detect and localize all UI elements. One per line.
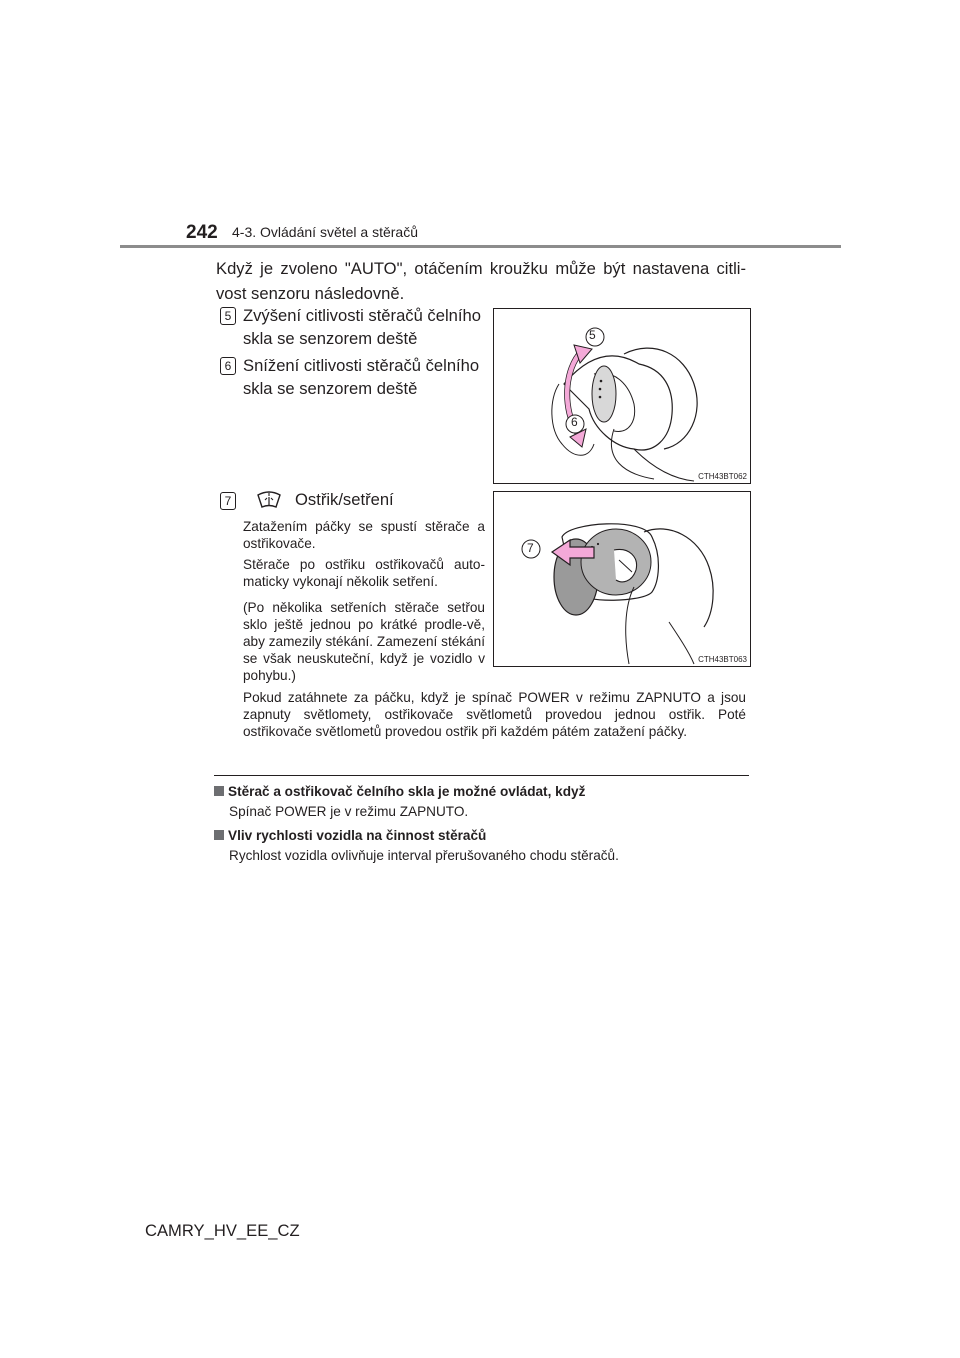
figure-label-6: 6	[571, 415, 578, 429]
page-number: 242	[186, 222, 218, 243]
headlight-washer-paragraph: Pokud zatáhnete za páčku, když je spínač POWER v režimu ZAPNUTO a jsou zapnuty světlomety, ostřikovače světlometů provedou jednou ostřik. Poté ostřikovače světlometů provedou ostřik při každém pátém zatažení páčky.	[243, 690, 746, 739]
figure-label-5: 5	[589, 328, 596, 342]
washer-paragraph-1: Zatažením páčky se spustí stěrače a ostřikovače.	[243, 519, 485, 551]
intro-paragraph: Když je zvoleno "AUTO", otáčením kroužku může být nastavena citli-vost senzoru následovně.	[216, 259, 746, 303]
washer-paragraph-2: Stěrače po ostřiku ostřikovačů auto-maticky vykonají několik setření.	[243, 557, 485, 589]
figure-code: CTH43BT062	[698, 472, 747, 481]
item-number-7: 7	[220, 492, 236, 510]
item-7-title: Ostřik/setření	[295, 490, 394, 509]
item-6-line-2: skla se senzorem deště	[243, 379, 418, 398]
figure-label-7: 7	[527, 541, 534, 555]
figure-code: CTH43BT063	[698, 655, 747, 664]
note-1	[214, 783, 585, 801]
note-2-heading: Vliv rychlosti vozidla na činnost stěračů	[228, 828, 487, 843]
header-rule	[120, 245, 841, 248]
note-1-body: Spínač POWER je v režimu ZAPNUTO.	[229, 804, 469, 819]
note-1-heading: Stěrač a ostřikovač čelního skla je možné ovládat, když	[228, 784, 586, 799]
item-6-line-1: Snížení citlivosti stěračů čelního	[243, 356, 480, 375]
sensitivity-ring-illustration	[494, 309, 750, 483]
windshield-washer-icon	[256, 487, 282, 511]
figure-sensitivity-ring	[493, 308, 751, 484]
section-separator	[214, 775, 749, 776]
footer-code: CAMRY_HV_EE_CZ	[145, 1221, 300, 1240]
note-2	[214, 827, 486, 845]
item-number-6: 6	[220, 357, 236, 375]
washer-paragraph-3: (Po několika setřeních stěrače setřou sklo ještě jednou po krátké prodle-vě, aby zamezily stékání. Zamezení stékání se však neuskuteční, když je vozidlo v pohybu.)	[243, 600, 485, 683]
washer-lever-illustration	[494, 492, 750, 666]
item-5-line-2: skla se senzorem deště	[243, 329, 418, 348]
note-2-body: Rychlost vozidla ovlivňuje interval přerušovaného chodu stěračů.	[229, 848, 619, 863]
square-bullet-icon	[214, 830, 224, 840]
square-bullet-icon	[214, 786, 224, 796]
item-5-line-1: Zvýšení citlivosti stěračů čelního	[243, 306, 481, 325]
figure-washer-lever	[493, 491, 751, 667]
item-number-5: 5	[220, 307, 236, 325]
breadcrumb: 4-3. Ovládání světel a stěračů	[232, 224, 418, 240]
